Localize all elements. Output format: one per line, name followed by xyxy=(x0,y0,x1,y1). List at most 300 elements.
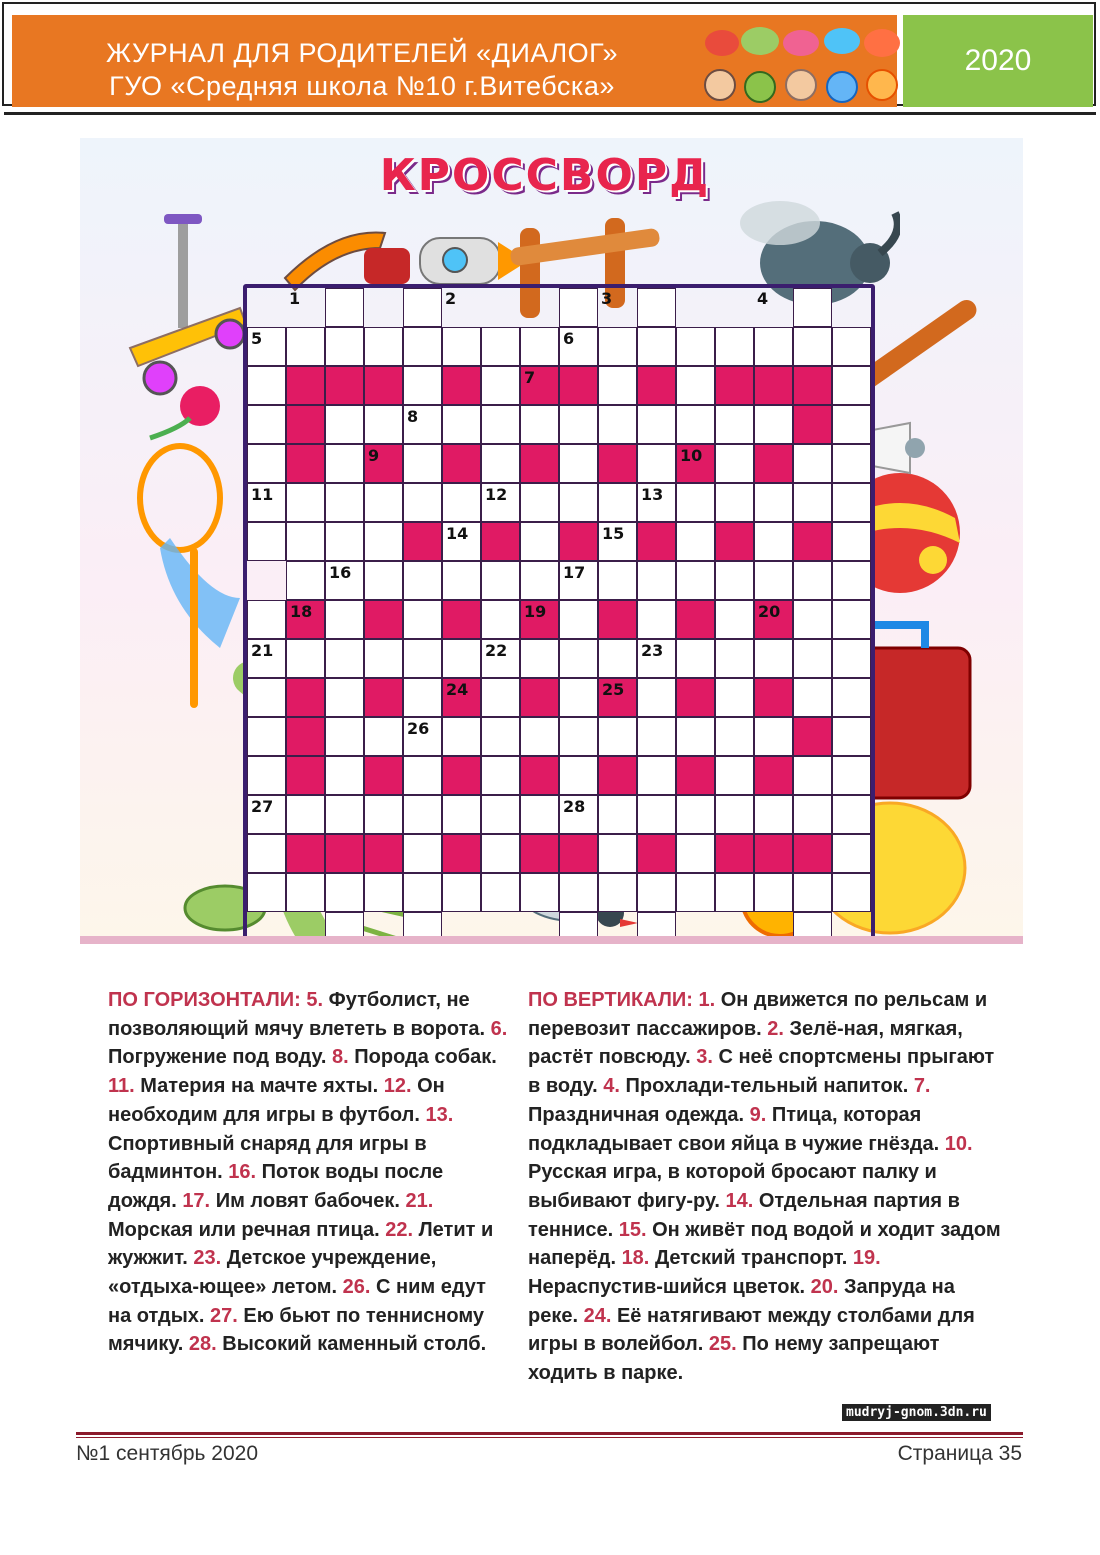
crossword-cell[interactable] xyxy=(832,834,871,873)
crossword-cell[interactable] xyxy=(247,327,286,366)
crossword-cell[interactable] xyxy=(676,717,715,756)
crossword-cell[interactable] xyxy=(442,483,481,522)
crossword-cell[interactable] xyxy=(364,717,403,756)
crossword-cell[interactable] xyxy=(403,795,442,834)
crossword-block xyxy=(637,366,676,405)
crossword-cell[interactable] xyxy=(676,795,715,834)
crossword-cell[interactable] xyxy=(559,678,598,717)
crossword-cell[interactable] xyxy=(403,873,442,912)
crossword-cell[interactable] xyxy=(481,873,520,912)
crossword-cell[interactable] xyxy=(559,600,598,639)
crossword-cell[interactable] xyxy=(598,639,637,678)
crossword-cell[interactable] xyxy=(442,405,481,444)
clue-item-number: 5. xyxy=(306,989,324,1011)
crossword-cell[interactable] xyxy=(793,756,832,795)
crossword-cell[interactable] xyxy=(520,873,559,912)
grid-gap xyxy=(832,288,871,327)
page-number: Страница 35 xyxy=(897,1442,1022,1465)
crossword-cell[interactable] xyxy=(325,756,364,795)
clue-item-number: 15. xyxy=(618,1218,647,1241)
crossword-cell[interactable] xyxy=(442,639,481,678)
crossword-cell[interactable] xyxy=(793,678,832,717)
crossword-cell[interactable] xyxy=(559,444,598,483)
clue-item-text: Он необходим для игры в футбол. xyxy=(108,1075,445,1126)
crossword-cell[interactable] xyxy=(325,405,364,444)
crossword-cell[interactable] xyxy=(754,639,793,678)
crossword-cell[interactable] xyxy=(832,600,871,639)
crossword-cell[interactable] xyxy=(481,795,520,834)
crossword-cell[interactable] xyxy=(325,600,364,639)
clue-item-text: Птица, которая подкладывает свои яйца в чужие гнёзда. xyxy=(528,1103,940,1155)
clue-number: 7 xyxy=(524,368,536,387)
crossword-cell[interactable] xyxy=(676,639,715,678)
crossword-cell[interactable] xyxy=(481,327,520,366)
crossword-cell[interactable] xyxy=(832,327,871,366)
crossword-cell[interactable] xyxy=(442,522,481,561)
crossword-cell[interactable] xyxy=(559,639,598,678)
crossword-cell[interactable] xyxy=(520,717,559,756)
crossword-cell[interactable] xyxy=(676,483,715,522)
crossword-block xyxy=(481,522,520,561)
crossword-block xyxy=(676,756,715,795)
clue-item-text: Нераспустив-шийся цветок. xyxy=(528,1276,806,1299)
crossword-cell[interactable] xyxy=(247,366,286,405)
crossword-cell[interactable] xyxy=(598,483,637,522)
crossword-cell[interactable] xyxy=(715,678,754,717)
crossword-block xyxy=(715,522,754,561)
clue-number: 11 xyxy=(251,485,274,504)
clue-number: 21 xyxy=(251,641,274,660)
crossword-cell[interactable] xyxy=(481,444,520,483)
clue-item-number: 22. xyxy=(385,1218,414,1241)
crossword-block xyxy=(442,678,481,717)
crossword-cell[interactable] xyxy=(559,327,598,366)
crossword-cell[interactable] xyxy=(364,873,403,912)
crossword-cell[interactable] xyxy=(715,756,754,795)
crossword-cell[interactable] xyxy=(715,600,754,639)
grid-gap xyxy=(715,288,754,327)
crossword-cell[interactable] xyxy=(325,561,364,600)
clue-item-number: 4. xyxy=(603,1075,620,1098)
crossword-cell[interactable] xyxy=(637,678,676,717)
crossword-cell[interactable] xyxy=(832,405,871,444)
crossword-cell[interactable] xyxy=(715,561,754,600)
crossword-block xyxy=(754,600,793,639)
crossword-cell[interactable] xyxy=(364,561,403,600)
crossword-cell[interactable] xyxy=(598,561,637,600)
grid-gap xyxy=(247,288,286,327)
grid-gap xyxy=(247,561,286,600)
crossword-cell[interactable] xyxy=(247,483,286,522)
footer-divider-thin xyxy=(76,1437,1023,1438)
crossword-cell[interactable] xyxy=(793,288,832,327)
crossword-cell[interactable] xyxy=(403,327,442,366)
crossword-block xyxy=(286,600,325,639)
crossword-cell[interactable] xyxy=(403,483,442,522)
crossword-cell[interactable] xyxy=(520,795,559,834)
crossword-cell[interactable] xyxy=(364,327,403,366)
crossword-block xyxy=(442,444,481,483)
crossword-cell[interactable] xyxy=(832,639,871,678)
crossword-cell[interactable] xyxy=(676,366,715,405)
crossword-block xyxy=(559,522,598,561)
clue-number: 18 xyxy=(290,602,313,621)
crossword-title: КРОССВОРД xyxy=(379,150,711,201)
crossword-cell[interactable] xyxy=(286,483,325,522)
crossword-cell[interactable] xyxy=(793,795,832,834)
crossword-cell[interactable] xyxy=(442,717,481,756)
crossword-cell[interactable] xyxy=(481,561,520,600)
crossword-cell[interactable] xyxy=(832,678,871,717)
clue-number: 3 xyxy=(601,289,613,308)
kids-speech-bubbles-illustration xyxy=(702,21,907,107)
clue-number: 25 xyxy=(602,680,625,699)
clue-number: 2 xyxy=(445,289,457,308)
crossword-cell[interactable] xyxy=(247,405,286,444)
clue-item-text: Отдельная партия в теннисе. xyxy=(528,1189,960,1241)
crossword-cell[interactable] xyxy=(793,444,832,483)
grid-gap xyxy=(598,288,637,327)
crossword-cell[interactable] xyxy=(325,639,364,678)
crossword-cell[interactable] xyxy=(247,717,286,756)
crossword-cell[interactable] xyxy=(754,717,793,756)
crossword-cell[interactable] xyxy=(559,288,598,327)
crossword-cell[interactable] xyxy=(676,405,715,444)
crossword-cell[interactable] xyxy=(286,327,325,366)
crossword-cell[interactable] xyxy=(364,639,403,678)
crossword-block xyxy=(598,600,637,639)
crossword-cell[interactable] xyxy=(325,795,364,834)
crossword-cell[interactable] xyxy=(325,444,364,483)
crossword-cell[interactable] xyxy=(481,600,520,639)
clue-item-number: 23. xyxy=(193,1247,222,1270)
crossword-block xyxy=(520,366,559,405)
clues-down xyxy=(528,986,1008,1388)
crossword-cell[interactable] xyxy=(832,483,871,522)
crossword-cell[interactable] xyxy=(832,366,871,405)
clue-item-number: 12. xyxy=(383,1075,412,1098)
crossword-block xyxy=(598,756,637,795)
crossword-cell[interactable] xyxy=(559,405,598,444)
crossword-cell[interactable] xyxy=(832,522,871,561)
crossword-block xyxy=(754,366,793,405)
crossword-cell[interactable] xyxy=(481,834,520,873)
crossword-cell[interactable] xyxy=(247,795,286,834)
clue-item-text: Её натягивают между столбами для игры в волейбол. xyxy=(528,1304,975,1356)
clue-item-text: Запруда на реке. xyxy=(528,1276,955,1327)
crossword-cell[interactable] xyxy=(793,327,832,366)
crossword-cell[interactable] xyxy=(637,873,676,912)
clue-number: 10 xyxy=(680,446,703,465)
crossword-block xyxy=(286,834,325,873)
crossword-cell[interactable] xyxy=(520,639,559,678)
crossword-cell[interactable] xyxy=(598,522,637,561)
crossword-cell[interactable] xyxy=(403,366,442,405)
header-title-line2: ГУО «Средняя школа №10 г.Витебска» xyxy=(109,71,615,101)
clue-number: 8 xyxy=(407,407,419,426)
crossword-block xyxy=(793,405,832,444)
crossword-cell[interactable] xyxy=(598,834,637,873)
crossword-block xyxy=(364,834,403,873)
crossword-cell[interactable] xyxy=(520,522,559,561)
crossword-cell[interactable] xyxy=(403,561,442,600)
crossword-cell[interactable] xyxy=(442,327,481,366)
page-header xyxy=(2,2,1096,106)
clue-item-number: 8. xyxy=(332,1046,349,1069)
grid-gap xyxy=(481,288,520,327)
crossword-block xyxy=(676,678,715,717)
crossword-block xyxy=(442,834,481,873)
clue-item-text: Погружение под воду. xyxy=(108,1046,327,1069)
clue-item-number: 10. xyxy=(944,1132,973,1155)
crossword-cell[interactable] xyxy=(247,834,286,873)
crossword-cell[interactable] xyxy=(286,873,325,912)
crossword-cell[interactable] xyxy=(286,561,325,600)
clue-item-text: Русская игра, в которой бросают палку и выбивают фигу-ру. xyxy=(528,1161,937,1212)
crossword-cell[interactable] xyxy=(481,678,520,717)
crossword-block xyxy=(364,366,403,405)
crossword-cell[interactable] xyxy=(247,600,286,639)
clue-number: 1 xyxy=(289,289,301,308)
grid-gap xyxy=(754,288,793,327)
crossword-block xyxy=(637,834,676,873)
clue-item-text: Высокий каменный столб. xyxy=(222,1333,487,1356)
crossword-cell[interactable] xyxy=(598,405,637,444)
footer-divider xyxy=(76,1432,1023,1435)
crossword-cell[interactable] xyxy=(403,717,442,756)
header-divider xyxy=(4,112,1096,115)
crossword-cell[interactable] xyxy=(637,561,676,600)
crossword-cell[interactable] xyxy=(364,483,403,522)
crossword-block xyxy=(676,600,715,639)
crossword-cell[interactable] xyxy=(325,522,364,561)
header-banner xyxy=(12,15,897,107)
grid-gap xyxy=(364,288,403,327)
crossword-cell[interactable] xyxy=(676,561,715,600)
clue-item-text: Ею бьют по теннисному мячику. xyxy=(108,1304,485,1356)
crossword-cell[interactable] xyxy=(637,327,676,366)
crossword-cell[interactable] xyxy=(481,717,520,756)
crossword-cell[interactable] xyxy=(325,483,364,522)
clue-item-text: Он живёт под водой и ходит задом наперёд. xyxy=(528,1218,1001,1270)
clue-item-number: 17. xyxy=(182,1189,211,1212)
clue-number: 17 xyxy=(563,563,586,582)
clue-item-number: 28. xyxy=(188,1333,217,1356)
clue-item-number: 19. xyxy=(852,1247,881,1270)
crossword-cell[interactable] xyxy=(325,873,364,912)
watermark: mudryj-gnom.3dn.ru xyxy=(842,1404,991,1421)
clue-item-text: Спортивный снаряд для игры в бадминтон. xyxy=(108,1132,427,1184)
crossword-cell[interactable] xyxy=(520,561,559,600)
crossword-cell[interactable] xyxy=(637,795,676,834)
crossword-block xyxy=(598,444,637,483)
crossword-block xyxy=(325,366,364,405)
crossword-cell[interactable] xyxy=(403,834,442,873)
crossword-cell[interactable] xyxy=(403,678,442,717)
crossword-cell[interactable] xyxy=(442,795,481,834)
crossword-cell[interactable] xyxy=(403,639,442,678)
crossword-block xyxy=(364,600,403,639)
crossword-cell[interactable] xyxy=(715,717,754,756)
clue-number: 15 xyxy=(602,524,625,543)
crossword-cell[interactable] xyxy=(754,561,793,600)
crossword-cell[interactable] xyxy=(403,405,442,444)
clue-item-text: Порода собак. xyxy=(354,1046,497,1069)
crossword-cell[interactable] xyxy=(637,600,676,639)
crossword-cell[interactable] xyxy=(403,756,442,795)
crossword-cell[interactable] xyxy=(286,639,325,678)
clue-number: 16 xyxy=(329,563,352,582)
crossword-cell[interactable] xyxy=(247,756,286,795)
crossword-block xyxy=(520,678,559,717)
crossword-cell[interactable] xyxy=(637,717,676,756)
crossword-cell[interactable] xyxy=(403,288,442,327)
clue-item-number: 3. xyxy=(696,1046,713,1069)
crossword-cell[interactable] xyxy=(754,795,793,834)
clue-item-text: Прохлади-тельный напиток. xyxy=(625,1075,909,1098)
issue-info: №1 сентябрь 2020 xyxy=(76,1442,259,1465)
crossword-cell[interactable] xyxy=(481,405,520,444)
crossword-cell[interactable] xyxy=(793,639,832,678)
crossword-cell[interactable] xyxy=(325,717,364,756)
clue-number: 6 xyxy=(563,329,575,348)
clue-item-number: 7. xyxy=(913,1075,931,1098)
crossword-cell[interactable] xyxy=(559,873,598,912)
clue-number: 22 xyxy=(485,641,508,660)
crossword-cell[interactable] xyxy=(793,483,832,522)
crossword-cell[interactable] xyxy=(637,483,676,522)
crossword-block xyxy=(754,756,793,795)
crossword-cell[interactable] xyxy=(442,873,481,912)
crossword-block xyxy=(793,834,832,873)
crossword-cell[interactable] xyxy=(637,288,676,327)
crossword-cell[interactable] xyxy=(754,483,793,522)
crossword-block xyxy=(286,366,325,405)
crossword-cell[interactable] xyxy=(247,522,286,561)
crossword-cell[interactable] xyxy=(520,327,559,366)
crossword-cell[interactable] xyxy=(676,327,715,366)
crossword-cell[interactable] xyxy=(247,639,286,678)
crossword-cell[interactable] xyxy=(559,756,598,795)
crossword-cell[interactable] xyxy=(520,405,559,444)
clue-item-number: 14. xyxy=(725,1189,754,1212)
clue-item-number: 25. xyxy=(708,1333,737,1356)
grid-gap xyxy=(676,288,715,327)
crossword-illustration xyxy=(80,138,1023,944)
crossword-cell[interactable] xyxy=(286,795,325,834)
clue-item-text: Детский транспорт. xyxy=(654,1247,848,1270)
crossword-cell[interactable] xyxy=(364,522,403,561)
clue-item-text: Материя на мачте яхты. xyxy=(140,1075,379,1098)
crossword-cell[interactable] xyxy=(598,327,637,366)
crossword-cell[interactable] xyxy=(598,795,637,834)
clue-item-number: 13. xyxy=(425,1103,454,1126)
crossword-cell[interactable] xyxy=(598,366,637,405)
crossword-cell[interactable] xyxy=(559,795,598,834)
crossword-cell[interactable] xyxy=(715,873,754,912)
clue-number: 28 xyxy=(563,797,586,816)
crossword-block xyxy=(793,522,832,561)
crossword-cell[interactable] xyxy=(598,873,637,912)
crossword-cell[interactable] xyxy=(637,756,676,795)
crossword-cell[interactable] xyxy=(793,561,832,600)
puzzle-bottom-border xyxy=(80,936,1023,944)
crossword-cell[interactable] xyxy=(715,639,754,678)
crossword-cell[interactable] xyxy=(520,483,559,522)
crossword-block xyxy=(754,444,793,483)
crossword-cell[interactable] xyxy=(676,834,715,873)
crossword-cell[interactable] xyxy=(754,405,793,444)
crossword-block xyxy=(442,600,481,639)
crossword-cell[interactable] xyxy=(286,522,325,561)
crossword-cell[interactable] xyxy=(715,795,754,834)
crossword-cell[interactable] xyxy=(832,795,871,834)
crossword-cell[interactable] xyxy=(247,678,286,717)
crossword-cell[interactable] xyxy=(754,522,793,561)
crossword-cell[interactable] xyxy=(793,600,832,639)
crossword-cell[interactable] xyxy=(403,444,442,483)
crossword-cell[interactable] xyxy=(715,327,754,366)
crossword-cell[interactable] xyxy=(247,873,286,912)
crossword-cell[interactable] xyxy=(715,444,754,483)
crossword-cell[interactable] xyxy=(637,444,676,483)
crossword-cell[interactable] xyxy=(559,561,598,600)
clue-number: 20 xyxy=(758,602,781,621)
crossword-cell[interactable] xyxy=(793,873,832,912)
clue-item-text: Зелё-ная, мягкая, растёт повсюду. xyxy=(528,1017,963,1069)
crossword-grid[interactable] xyxy=(247,288,871,944)
crossword-cell[interactable] xyxy=(637,639,676,678)
crossword-cell[interactable] xyxy=(247,444,286,483)
crossword-cell[interactable] xyxy=(481,756,520,795)
crossword-block xyxy=(715,834,754,873)
clue-number: 12 xyxy=(485,485,508,504)
crossword-cell[interactable] xyxy=(676,873,715,912)
crossword-cell[interactable] xyxy=(832,444,871,483)
crossword-cell[interactable] xyxy=(676,522,715,561)
crossword-cell[interactable] xyxy=(832,717,871,756)
crossword-cell[interactable] xyxy=(403,600,442,639)
crossword-cell[interactable] xyxy=(325,327,364,366)
header-title-line1: ЖУРНАЛ ДЛЯ РОДИТЕЛЕЙ «ДИАЛОГ» xyxy=(105,38,619,68)
clue-number: 27 xyxy=(251,797,274,816)
crossword-cell[interactable] xyxy=(715,405,754,444)
crossword-cell[interactable] xyxy=(559,717,598,756)
crossword-cell[interactable] xyxy=(637,405,676,444)
crossword-cell[interactable] xyxy=(364,795,403,834)
crossword-cell[interactable] xyxy=(442,561,481,600)
crossword-cell[interactable] xyxy=(832,561,871,600)
crossword-cell[interactable] xyxy=(481,639,520,678)
crossword-cell[interactable] xyxy=(325,678,364,717)
clue-item-text: С неё спортсмены прыгают в воду. xyxy=(528,1046,995,1098)
crossword-cell[interactable] xyxy=(559,483,598,522)
crossword-block xyxy=(520,600,559,639)
crossword-cell[interactable] xyxy=(754,327,793,366)
crossword-cell[interactable] xyxy=(598,717,637,756)
crossword-cell[interactable] xyxy=(364,405,403,444)
crossword-cell[interactable] xyxy=(481,483,520,522)
clue-item-number: 6. xyxy=(490,1017,508,1040)
crossword-cell[interactable] xyxy=(325,288,364,327)
crossword-cell[interactable] xyxy=(754,873,793,912)
crossword-block xyxy=(754,834,793,873)
crossword-cell[interactable] xyxy=(481,366,520,405)
crossword-cell[interactable] xyxy=(715,483,754,522)
crossword-cell[interactable] xyxy=(832,873,871,912)
clue-item-number: 9. xyxy=(749,1103,767,1126)
crossword-cell[interactable] xyxy=(832,756,871,795)
